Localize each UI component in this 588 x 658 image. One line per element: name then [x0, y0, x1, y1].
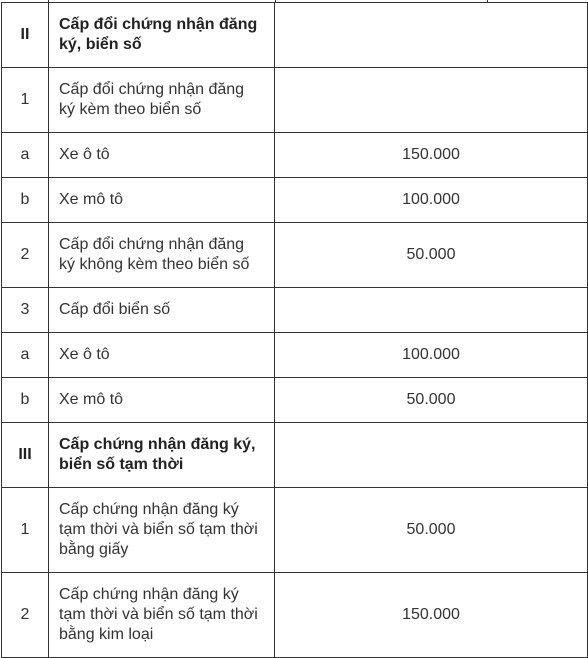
row-description: Cấp chứng nhận đăng ký, biển số tạm thời — [49, 423, 275, 488]
row-description: Xe ô tô — [49, 133, 275, 178]
row-description: Cấp đổi chứng nhận đăng ký không kèm theo biển số — [49, 223, 275, 288]
row-description: Xe mô tô — [49, 378, 275, 423]
fee-table — [1, 2, 588, 658]
row-amount: 100.000 — [275, 333, 588, 378]
row-description: Xe ô tô — [49, 333, 275, 378]
row-number: 1 — [2, 488, 49, 573]
row-description: Cấp chứng nhận đăng ký tạm thời và biển số tạm thời bằng giấy — [49, 488, 275, 573]
row-amount — [275, 3, 588, 68]
row-amount — [275, 288, 588, 333]
row-amount: 150.000 — [275, 133, 588, 178]
table-row — [2, 133, 588, 178]
table-row-section-iii — [2, 423, 588, 488]
row-description: Cấp đổi chứng nhận đăng ký kèm theo biển số — [49, 68, 275, 133]
row-number: a — [2, 133, 49, 178]
row-amount: 50.000 — [275, 488, 588, 573]
table-row — [2, 288, 588, 333]
row-number: II — [2, 3, 49, 68]
table-row — [2, 333, 588, 378]
row-description: Cấp đổi chứng nhận đăng ký, biển số — [49, 3, 275, 68]
row-amount: 50.000 — [275, 378, 588, 423]
row-amount: 150.000 — [275, 573, 588, 658]
table-row — [2, 488, 588, 573]
row-number: b — [2, 178, 49, 223]
row-description: Cấp đổi biển số — [49, 288, 275, 333]
row-number: III — [2, 423, 49, 488]
row-number: 2 — [2, 223, 49, 288]
table-row-section-ii — [2, 3, 588, 68]
row-number: 2 — [2, 573, 49, 658]
row-amount — [275, 423, 588, 488]
row-number: 1 — [2, 68, 49, 133]
row-description: Xe mô tô — [49, 178, 275, 223]
row-amount: 100.000 — [275, 178, 588, 223]
table-row — [2, 68, 588, 133]
row-number: b — [2, 378, 49, 423]
table-row — [2, 573, 588, 658]
row-amount — [275, 68, 588, 133]
table-row — [2, 178, 588, 223]
row-amount: 50.000 — [275, 223, 588, 288]
row-number: a — [2, 333, 49, 378]
table-row — [2, 223, 588, 288]
table-row — [2, 378, 588, 423]
row-number: 3 — [2, 288, 49, 333]
row-description: Cấp chứng nhận đăng ký tạm thời và biển số tạm thời bằng kim loại — [49, 573, 275, 658]
